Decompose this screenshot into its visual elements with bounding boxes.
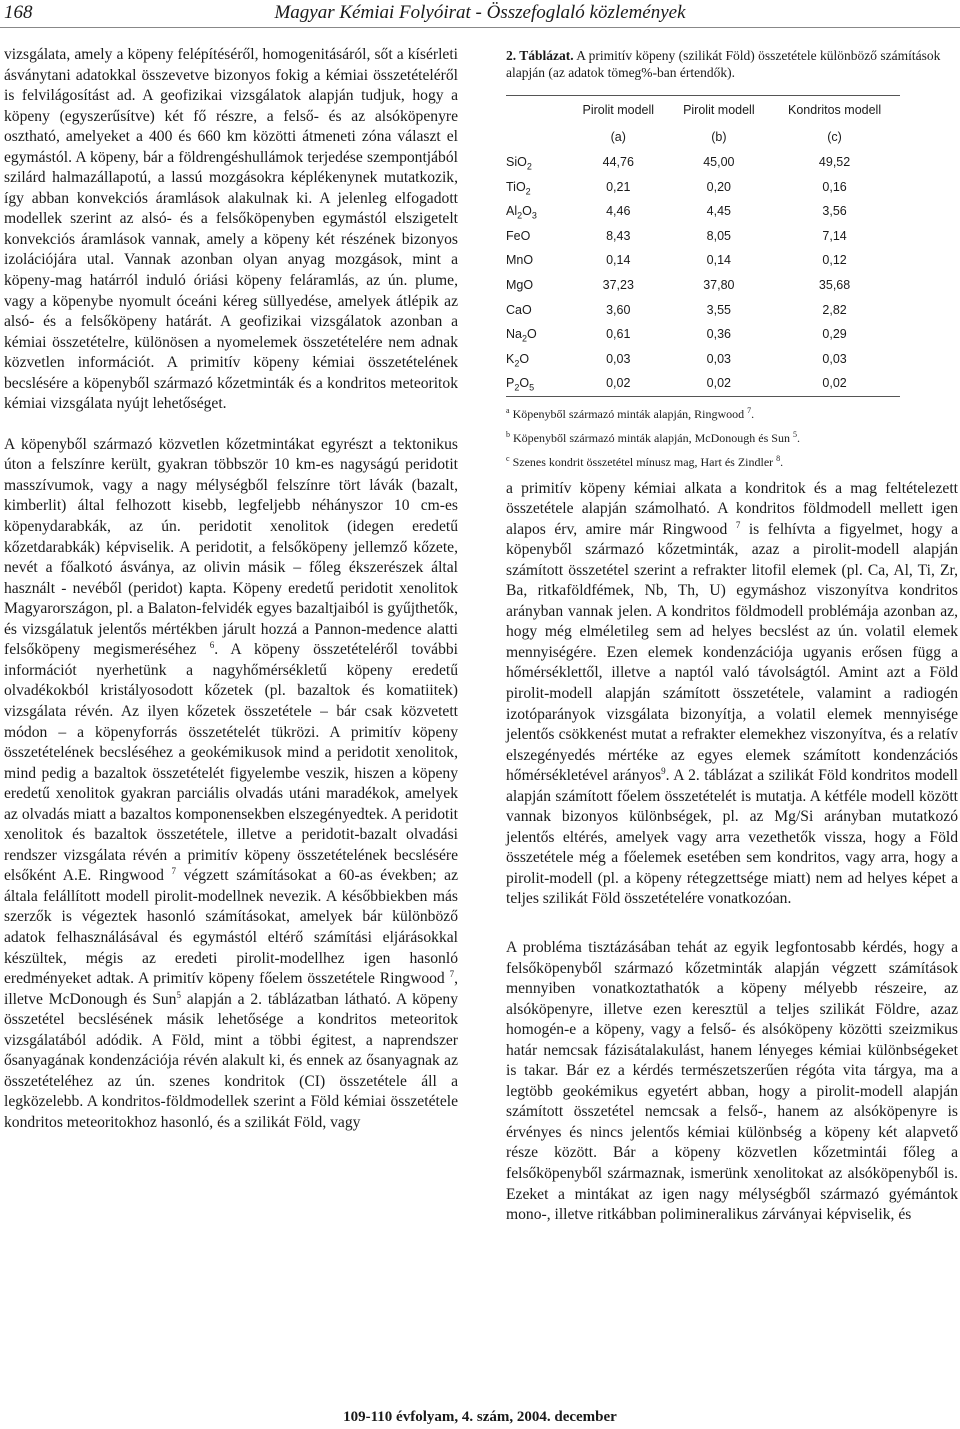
value-cell: 0,02 (669, 371, 770, 396)
value-cell: 45,00 (703, 155, 735, 170)
column-mark: (c) (827, 129, 842, 144)
value-cell: 0,61 (606, 327, 631, 342)
paragraph-geophysics: vizsgálata, amely a köpeny felépítéséről, homogenitásáról, sőt a kísérleti ásványtani adatokkal összevetve bizonyos fokig a kémiai összetételéről is felvilágosítást ad. A geofizikai vizsgálatok alapján tudjuk, hogy a köpeny (egyszerűsítve) két fő részre, a felső- és az alsóköpenyre osztható, amelyeket a 400 és 660 km közötti átmeneti zóna választ el egymástól. A köpeny, bár a földrengéshullámok terjedése szempontjából szilárd halmazállapotú, a lassú mozgásokra képlékenynek mutatkozik, így abban konvekciós áramlások alakulnak ki. A jelenleg elfogadott modellek szerint az alsó- és a felsőköpenyben egymástól elszigetelt konvekciós áramlások vannak, amely a köpeny két részének bizonyos izolációjára utal. Vannak azonban olyan anyag mozgások, mint a köpeny-mag határról induló óriási köpeny feláramlás, az ún. plume, vagy a köpenybe nyomult óceáni kéreg süllyedése, amelyek átlépik az alsó- és a felsőköpeny határát. A geofizikai vizsgálatok azonban a kémiai összetételre, különösen a nyomelemek összetételére nem adnak közvetlen információt. A primitív köpeny kémiai összetételének becslésére a köpenyből származó kőzetminták és a kondritos meteoritok kémiai vizsgálata nyújt lehetőséget. (4, 46, 458, 413)
value-cell: 0,02 (568, 371, 669, 396)
oxide-cell: $Al_2O_3$ (506, 204, 537, 221)
value-cell: 0,21 (606, 179, 631, 194)
value-cell: 0,29 (822, 327, 847, 342)
table-row (506, 371, 900, 396)
table-subheader-row (506, 124, 900, 151)
value-cell: 4,45 (706, 204, 732, 219)
column-header: Pirolit modell (568, 96, 669, 124)
value-cell: 7,14 (822, 228, 847, 243)
oxide-cell: $P_2O_5$ (506, 371, 568, 396)
table-caption: 2. Táblázat. A primitív köpeny (szilikát Föld) összetétele különböző számítások alapján (az adatok tömeg%-ban értendők). (506, 48, 941, 80)
oxide-cell: MnO (506, 253, 534, 268)
table-row (506, 273, 900, 298)
table-row (506, 298, 900, 323)
value-cell: 0,02 (769, 371, 900, 396)
table-row (506, 199, 900, 224)
value-cell: 3,55 (706, 302, 732, 317)
table-row (506, 322, 900, 347)
table-note: $^c$ Szenes kondrit összetétel mínusz mag, Hart és Zindler $^8$. (506, 453, 784, 469)
table-row (506, 347, 900, 372)
table-row (506, 175, 900, 200)
column-mark: (a) (610, 129, 626, 144)
value-cell: 0,36 (706, 327, 732, 342)
value-cell: 0,03 (606, 351, 631, 366)
value-cell: 0,03 (822, 351, 847, 366)
paragraph-mantle-samples: A köpenyből származó közvetlen kőzetmintákat egyrészt a tektonikus úton a felszínre került, gyakran többször 10 km-es nagyságú peridotit masszívumok, vagy a nagy mélységből felszínre tört lávák (bazalt, kimberlit) által felhozott kisebb, legfeljebb néhányszor 10 cm-es köpenydarabkák, az ún. peridotit xenolitok (idegen eredetű kőzetdarabkák) képviselik. A peridotit, a felsőköpeny jellemző kőzete, nevét a főalkotó ásványa, az olivin másik – főleg ékszerészek által használt - nevéből (peridot) kapta. Köpeny eredetű peridotit xenolitok Magyarországon, pl. a Balaton-felvidék egyes bazaltjaiból is gyűjthetők, és vizsgálatuk jelentős mértékben járult hozzá a Pannon-medence alatti felsőköpeny megismeréséhez $^6$. A köpeny összetételéről további információt nyerhetünk a nagyhőmérsékletű köpeny eredetű olvadékokból kristályosodott kőzetek (pl. bazaltok és komatiitek) vizsgálata révén. Az ilyen kőzetek összetétele – bár csak közvetett módon – a köpenyforrás összetételét tükrözi. A primitív köpeny összetételének becsléséhez a geokémikusok mind a peridotit xenolitok, mind pedig a bazaltok összetételét figyelembe veszik, hiszen a köpeny eredetű xenolitok gyakran parciális olvadás utáni maradékok, amelyek az olvadás miatt a bazaltos komponensekben elszegényedtek. A peridotit xenolitok és bazaltok összetétele, illetve a peridotit-bazalt olvadási rendszer vizsgálata révén a primitív köpeny összetételének becslésére elsőként A.E. Ringwood $^7$ végzett számításokat a 60-as években; az általa felállított modell pirolit-modellnek nevezik. A későbbiekben más szerzők is végeztek hasonló számításokat, amelyek bár különböző adatok felhasználásával és egymástól eltérő számítási eljárásokkal készültek, mégis az eredeti pirolit-modellhez igen hasonló eredményeket adtak. A primitív köpeny főelem összetétele Ringwood $^7$, illetve McDonough és Sun$^5$ alapján a 2. táblázatban látható. A köpeny összetétel becslésének másik lehetősége a kondritos meteoritok vizsgálatából adódik. A Föld, mint a többi égitest, a naprendszer ősanyagának kondenzációja révén alakult ki, és ennek az ősanyagnak az összetételéhez az ún. szenes kondritok (CI) összetétele áll a legközelebb. A kondritos-földmodellek szerint a Föld kémiai összetétele kondritos meteoritokhoz hasonló, és a szilikát Föld, vagy (4, 435, 459, 1131)
journal-title: Magyar Kémiai Folyóirat - Összefoglaló közlemények (274, 2, 686, 23)
value-cell: 44,76 (602, 155, 634, 170)
oxide-cell: $Na_2O$ (506, 327, 537, 344)
oxide-cell: MgO (506, 278, 534, 293)
value-cell: 8,43 (606, 228, 631, 243)
value-cell: 0,14 (606, 253, 631, 268)
value-cell: 49,52 (818, 155, 851, 170)
value-cell: 3,56 (822, 204, 847, 219)
page-footer: 109-110 évfolyam, 4. szám, 2004. december (343, 1409, 617, 1425)
value-cell: 0,12 (822, 253, 847, 268)
oxide-cell: TiO$_2$ (506, 179, 531, 197)
value-cell: 37,23 (602, 278, 634, 293)
table-row (506, 224, 900, 249)
reference-6: 6 (209, 640, 215, 651)
value-cell: 37,80 (703, 278, 735, 293)
value-cell: 0,03 (706, 351, 732, 366)
value-cell: 4,46 (606, 204, 631, 219)
table-header-row (506, 96, 900, 124)
reference-7: 7 (735, 519, 741, 530)
reference-5: 5 (176, 989, 181, 1000)
oxide-cell: FeO (506, 228, 531, 243)
oxide-cell: SiO$_2$ (506, 155, 532, 172)
right-column (506, 47, 958, 1246)
oxide-cell: $K_2O$ (506, 351, 530, 369)
page-number: 168 (4, 2, 33, 23)
value-cell: 8,05 (706, 228, 732, 243)
value-cell: 3,60 (606, 302, 631, 317)
reference-7: 7 (449, 968, 455, 979)
value-cell: 35,68 (818, 278, 851, 293)
table-row (506, 150, 900, 175)
reference-9: 9 (661, 766, 666, 776)
table-note: $^b$ Köpenyből származó minták alapján, McDonough és Sun $^5$. (506, 429, 800, 445)
left-column (4, 45, 458, 1153)
value-cell: 0,20 (706, 179, 732, 194)
table-notes (506, 407, 958, 469)
paragraph-mantle-homogeneity: A probléma tisztázásában tehát az egyik legfontosabb kérdés, hogy a felsőköpenyből származó kőzetminták alapján végzett számítások mennyiben vonatkoztathatók a köpeny mélyebb részeire, az alsóköpenyre, illetve ezen keresztül a teljes szilikát Földre, azaz homogén-e a köpeny, vagy a felső- és alsóköpeny közötti szeizmikus határ nemcsak fázisátalakulást, hanem lényeges kémiai különbségeket is takar. Bár ez a kérdés természetszerűen régóta vita tárgya, ma a legtöbb geokémikus egyetért abban, hogy a pirolit-modell alapján számított összetétel nemcsak a felső-, hanem az alsóköpenyre is érvényes és nincs jelentős kémiai különbség a köpeny két alapvető része között. Bár a köpeny közvetlen kőzetmintái főleg a felsőköpenyből származnak, ismerünk xenolitokat az alsóköpenyből is. Ezeket a mintákat az igen nagy mélységből származó gyémántok mono-, illetve ritkábban polimineralikus zárványai képviselik, és (506, 939, 958, 1224)
column-header: Kondritos modell (769, 96, 900, 124)
table-row (506, 248, 900, 273)
column-mark: (b) (711, 129, 727, 144)
value-cell: 0,16 (822, 179, 847, 194)
value-cell: 0,14 (706, 253, 732, 268)
oxide-cell: CaO (506, 302, 532, 317)
value-cell: 2,82 (822, 302, 847, 317)
table-note: $^a$ Köpenyből származó minták alapján, Ringwood $^7$. (506, 405, 755, 421)
column-header: Pirolit modell (669, 96, 770, 124)
paragraph-chondritic-model: a primitív köpeny kémiai alkata a kondritok és a mag feltételezett összetétele alapján számolható. A kondritos földmodell mellett igen alapos érv, amire már Ringwood $^7$ is felhívta a figyelmet, hogy a köpenyből származó kőzetminták, azaz a pirolit-modell alapján számított összetétel szerint a refrakter litofil elemek (pl. Ca, Al, Ti, Zr, Ba, ritkaföldfémek, Nb, Th, U) egymáshoz viszonyítva kondritos arányban vannak jelen. A kondritos földmodell problémája azonban az, hogy még elméletileg sem ad helyes becslést az ún. volatil elemek mennyiségére. Ezen elemek kondenzációja ugyanis erősen függ a hőmérséklettől, illetve a naptól való távolságtól. Amint azt a Föld pirolit-modell alapján számított összetétele, valamint a radiogén izotóparányok vizsgálata bizonyítja, a volatil elemek mennyisége jelentős csökkenést mutat a refrakter elemekhez viszonyítva, és a relatív elszegényedés mértéke az egyes elemek számított kondenzációs hőmérsékletével arányos$^9$. A 2. táblázat a szilikát Föld kondritos modell alapján számított főelem összetételét is mutatja. A kétféle modell között vannak bizonyos különbségek, pl. az Mg/Si arányban mutatkozó jelentős eltérés, amelyek vagy arra vezethetők vissza, hogy a Föld összetétele még a főelemek esetében sem kondritos, vagy arra, hogy a pirolit-modell (pl. a köpeny rétegzettsége miatt) nem ad helyes képet a teljes szilikát Föld összetételére vonatkozóan. (506, 479, 958, 908)
composition-table (506, 95, 900, 397)
page-header (0, 0, 960, 28)
reference-7: 7 (171, 866, 176, 877)
